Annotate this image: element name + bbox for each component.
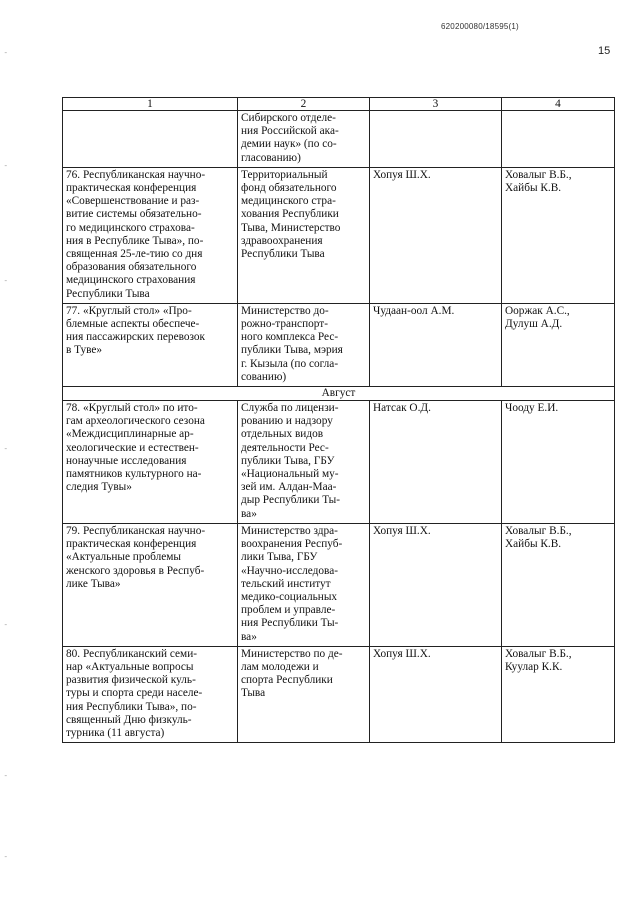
organizer-cell: Территориальный фонд обязательного медицинского стра- хования Республики Тыва, Министерство здравоохранения Республики Тыва — [238, 167, 370, 303]
table-row — [63, 523, 615, 646]
events-table — [62, 97, 615, 743]
responsible-cell: Хопуя Ш.Х. — [370, 523, 502, 646]
column-header: 2 — [238, 98, 370, 111]
month-row — [63, 387, 615, 401]
scan-mark: ˉ — [4, 448, 8, 456]
organizer-cell: Министерство до- рожно-транспорт- ного комплекса Рес- публики Тыва, мэрия г. Кызыла (по согла- сованию) — [238, 303, 370, 386]
scan-mark: ˉ — [4, 856, 8, 864]
curator-cell: Ховалыг В.Б., Куулар К.К. — [502, 646, 615, 742]
scan-mark: ˉ — [4, 165, 8, 173]
table-row — [63, 401, 615, 524]
organizer-cell: Министерство по де- лам молодежи и спорта Республики Тыва — [238, 646, 370, 742]
curator-cell — [502, 111, 615, 168]
table-row — [63, 646, 615, 742]
event-cell: 79. Республиканская научно- практическая конференция «Актуальные проблемы женского здоровья в Респуб- лике Тыва» — [63, 523, 238, 646]
organizer-cell: Служба по лицензи- рованию и надзору отдельных видов деятельности Рес- публики Тыва, ГБУ «Национальный му- зей им. Алдан-Маа- дыр Республики Ты- ва» — [238, 401, 370, 524]
column-header: 1 — [63, 98, 238, 111]
event-cell — [63, 111, 238, 168]
scan-mark: ˉ — [4, 624, 8, 632]
event-cell: 78. «Круглый стол» по ито- гам археологического сезона «Междисциплинарные ар- хеологические и естествен- нонаучные исследования памятников культурного на- следия Тувы» — [63, 401, 238, 524]
responsible-cell: Чудаан-оол А.М. — [370, 303, 502, 386]
curator-cell: Ховалыг В.Б., Хайбы К.В. — [502, 523, 615, 646]
page-number: 15 — [598, 45, 611, 57]
scan-mark: ˉ — [4, 775, 8, 783]
organizer-cell: Сибирского отделе- ния Российской ака- демии наук» (по со- гласованию) — [238, 111, 370, 168]
table-row — [63, 167, 615, 303]
responsible-cell: Хопуя Ш.Х. — [370, 646, 502, 742]
table-header-row — [63, 98, 615, 111]
event-cell: 76. Республиканская научно- практическая конференция «Совершенствование и раз- витие системы обязательно- го медицинского страхова- ния в Республике Тыва», по- священная 25-ле-тию со дня образования обязательного медицинского страхования Республики Тыва — [63, 167, 238, 303]
column-header: 4 — [502, 98, 615, 111]
table-row — [63, 303, 615, 386]
responsible-cell: Натсак О.Д. — [370, 401, 502, 524]
curator-cell: Чооду Е.И. — [502, 401, 615, 524]
organizer-cell: Министерство здра- воохранения Респуб- лики Тыва, ГБУ «Научно-исследова- тельский институт медико-социальных проблем и управле- ния Республики Ты- ва» — [238, 523, 370, 646]
responsible-cell: Хопуя Ш.Х. — [370, 167, 502, 303]
responsible-cell — [370, 111, 502, 168]
document-id: 620200080/18595(1) — [441, 22, 519, 31]
month-label: Август — [63, 387, 615, 401]
column-header: 3 — [370, 98, 502, 111]
scan-mark: ˉ — [4, 280, 8, 288]
event-cell: 77. «Круглый стол» «Про- блемные аспекты обеспече- ния пассажирских перевозок в Туве» — [63, 303, 238, 386]
curator-cell: Ховалыг В.Б., Хайбы К.В. — [502, 167, 615, 303]
table-row — [63, 111, 615, 168]
curator-cell: Ооржак А.С., Дулуш А.Д. — [502, 303, 615, 386]
event-cell: 80. Республиканский семи- нар «Актуальные вопросы развития физической куль- туры и спорта среди населе- ния Республики Тыва», по- священный Дню физкуль- турника (11 августа) — [63, 646, 238, 742]
scan-mark: ˉ — [4, 52, 8, 60]
